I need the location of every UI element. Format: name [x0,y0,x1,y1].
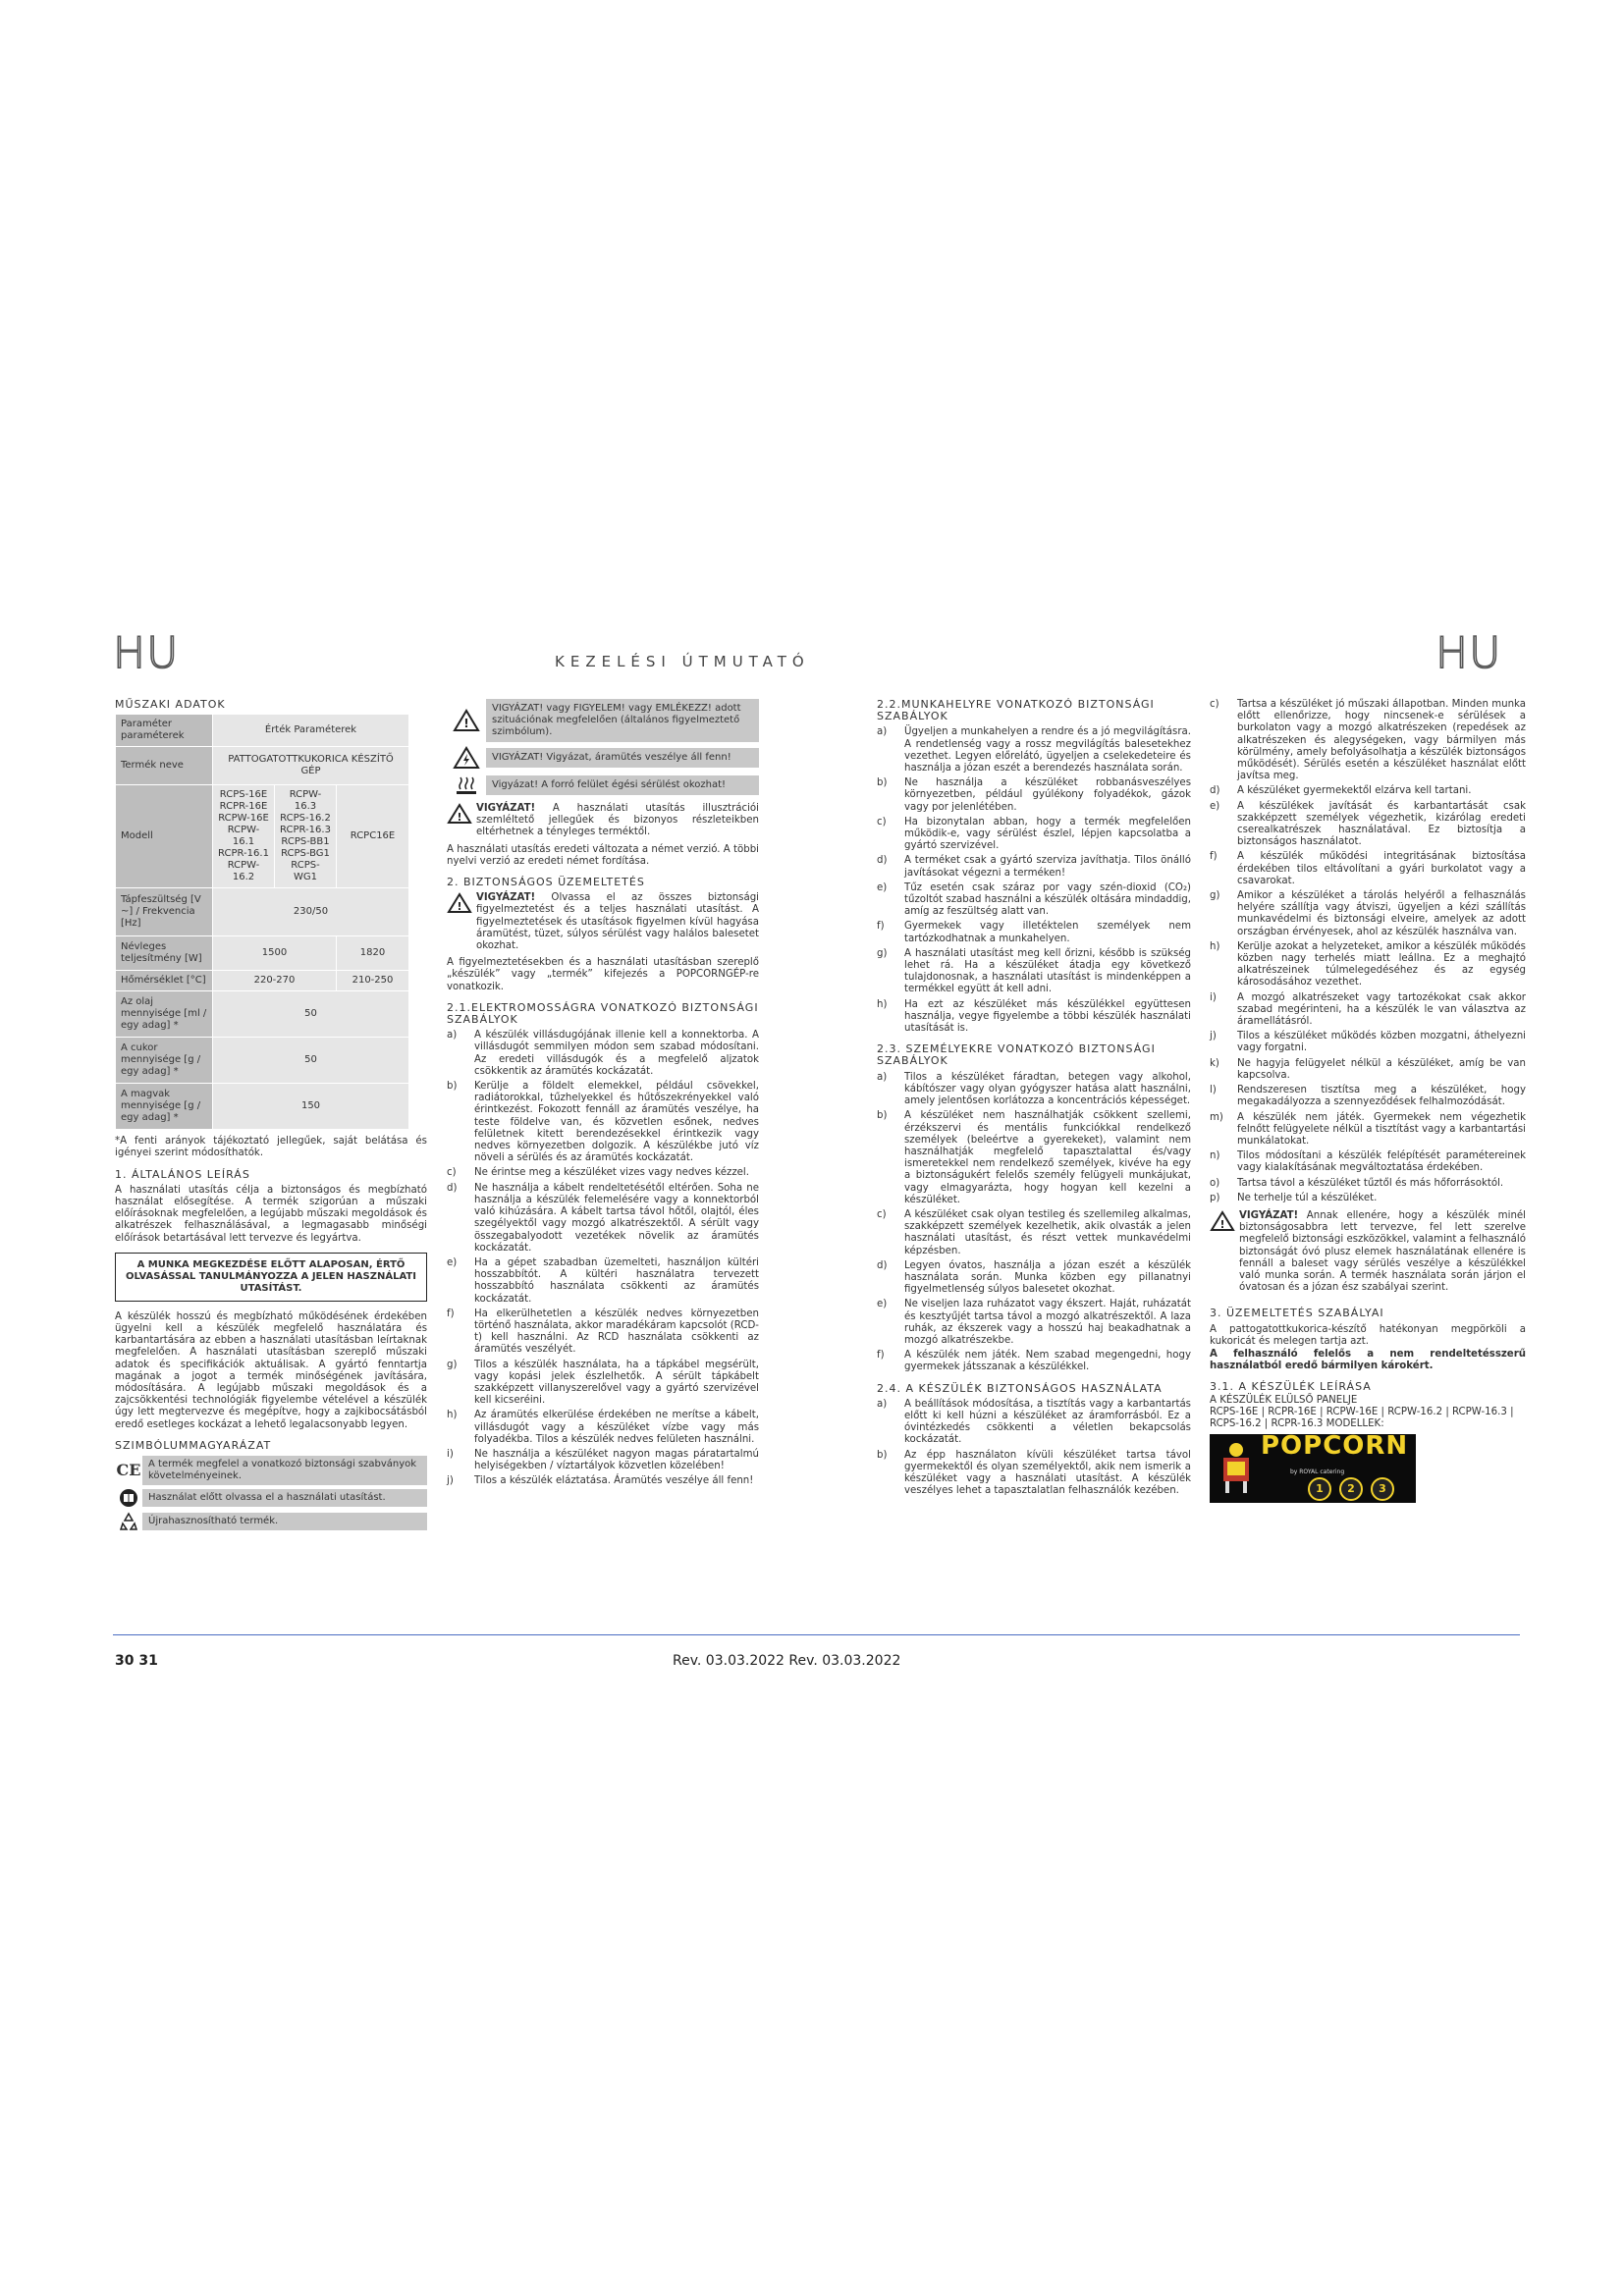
table-cell: 210-250 [337,971,409,991]
list-item [447,1308,759,1357]
list-text: Tűz esetén csak száraz por vagy szén-dioxid (CO₂) tűzoltót szabad használni a készülék oltására mindaddig, amíg az feszültség alatt van. [904,881,1191,918]
column-1 [115,699,427,1534]
warning-text: VIGYÁZAT! Vigyázat, áramütés veszélye áll fenn! [486,748,759,768]
paragraph: A használati utasítás eredeti változata a német verzió. A többi nyelvi verzió az eredeti német fordítása. [447,843,759,867]
popcorn-logo-text: POPCORN [1261,1431,1409,1462]
list-item [447,1410,759,1446]
list-item [1210,1193,1526,1204]
electric-shock-icon [447,746,486,770]
list-item [447,1081,759,1164]
spec-heading: MŰSZAKI ADATOK [115,698,226,711]
section-heading: 2.2.MUNKAHELYRE VONATKOZÓ BIZTONSÁGI SZABÁLYOK [877,698,1155,723]
list-item [877,948,1191,996]
revision-date: Rev. 03.03.2022 Rev. 03.03.2022 [673,1653,901,1669]
list-marker: a) [447,1030,458,1041]
list-marker: l) [1210,1085,1217,1096]
caution-body: Olvassa el az összes biztonsági figyelmeztetést és a teljes használati utasítást. A figyelmeztetések és utasítások figyelmen kívül hagyása áramütést, tüzet, súlyos sérülést vagy halálos balesetet okozhat. [476,892,759,952]
page-numbers: 30 31 [115,1653,158,1669]
control-knob-3: 3 [1371,1477,1394,1501]
list-marker: b) [877,1449,888,1461]
list-text: Tilos a készüléket működés közben mozgatni, áthelyezni vagy forgatni. [1237,1031,1526,1054]
list-text: A mozgó alkatrészeket vagy tartozékokat csak akkor szabad megérinteni, ha a készülék le van választva az áramellátásról. [1237,991,1526,1028]
list-text: Ne használja a kábelt rendeltetésétől eltérően. Soha ne használja a készülék felemelésére vagy a konnektorból való kihúzására. A kábelt tartsa távol hőtől, olajtól, éles szegélyektől vagy mozgó alkatrészektől. A sérült vagy összegabalyodott vezetékek növelik az áramütés kockázatát. [474,1182,759,1254]
paragraph-bold: A felhasználó felelős a nem rendeltetésszerű használatból eredő bármilyen károkért. [1210,1348,1526,1372]
column-3 [877,699,1191,1500]
list-text: Az áramütés elkerülése érdekében ne merítse a kábelt, villásdugót vagy a készüléket vízbe vagy más folyadékba. Tilos a készülék nedves felületen használni. [474,1410,759,1445]
page-header-title: KEZELÉSI ÚTMUTATÓ [555,653,810,670]
paragraph: A készülék hosszú és megbízható működésének érdekében ügyelni kell a készülék megfelelő használatára és karbantartására az ebben a használati utasításban leírtaknak megfelelően. A használati utasításban szereplő műszaki adatok és specifikációk aktuálisak. A gyártó fenntartja magának a jogot a termék minőségének javítására, módosítására. A legújabb műszaki megoldások és a zajcsökkentési technológiák figyelembe vételével a készülék úgy lett megtervezve és megépítve, hogy a zajkibocsátásból eredő esetleges kockázat a lehető legalacsonyabb legyen. [115,1310,427,1430]
list-item [877,1260,1191,1297]
caution-label: VIGYÁZAT! [1239,1209,1299,1221]
warning-row [447,774,759,797]
list-marker: d) [1210,785,1220,797]
list-item [447,1167,759,1179]
brand-subtitle: by ROYAL catering [1290,1468,1345,1476]
list-marker: h) [1210,940,1220,952]
table-cell: RCPC16E [337,785,409,888]
list-item [1210,1085,1526,1108]
warning-triangle-icon [447,803,476,844]
warning-triangle-icon [1210,1210,1239,1299]
list-item [877,726,1191,774]
list-marker: f) [447,1308,455,1319]
list-text: Tilos a készüléket fáradtan, betegen vagy alkohol, kábítószer vagy olyan gyógyszer hatása alatt használni, amely jelentősen korlátozza a koncentrációs képességet. [904,1071,1191,1107]
list-marker: f) [877,1350,885,1362]
symbol-text: A termék megfelel a vonatkozó biztonsági szabványok követelményeinek. [142,1456,427,1485]
list-text: A készüléket gyermekektől elzárva kell tartani. [1237,785,1472,797]
table-cell: 50 [213,1038,409,1084]
list-text: A terméket csak a gyártó szerviza javíthatja. Tilos önálló javításokat végezni a terméken! [904,855,1191,879]
list-item [447,1257,759,1306]
list-marker: e) [447,1256,458,1268]
table-row [116,1084,409,1130]
table-row [116,747,409,785]
list-marker: a) [877,1071,888,1083]
list-marker: b) [447,1081,458,1093]
table-row [116,715,409,747]
list-text: Ne hagyja felügyelet nélkül a készüléket, amíg be van kapcsolva. [1237,1057,1526,1081]
list-marker: f) [1210,851,1218,863]
symbol-text: Használat előtt olvassa el a használati utasítást. [142,1489,427,1507]
notice-box: A MUNKA MEGKEZDÉSE ELŐTT ALAPOSAN, ÉRTŐ OLVASÁSSAL TANULMÁNYOZZA A JELEN HASZNÁLATI UTASÍTÁST. [115,1253,427,1302]
warning-text: VIGYÁZAT! vagy FIGYELEM! vagy EMLÉKEZZ! adott szituációnak megfelelően (általános figyelmeztető szimbólum). [486,699,759,742]
warning-row [447,746,759,770]
list-text: Ne terhelje túl a készüléket. [1237,1192,1378,1203]
section-heading: SZIMBÓLUMMAGYARÁZAT [115,1438,272,1452]
list-item [877,921,1191,944]
table-cell: 50 [213,991,409,1038]
list-item [1210,1150,1526,1174]
section-heading: 3. ÜZEMELTETÉS SZABÁLYAI [1210,1307,1384,1320]
table-cell: 1500 [213,936,337,971]
list-item [1210,941,1526,989]
list-marker: i) [1210,991,1217,1003]
svg-text:!: ! [1219,1217,1225,1231]
subheading: A KÉSZÜLÉK ELÜLSŐ PANELJE [1210,1394,1358,1406]
table-cell: PATTOGATOTTKUKORICA KÉSZÍTŐ GÉP [213,747,409,785]
table-cell: A magvak mennyisége [g / egy adag] * [116,1084,213,1130]
table-cell: 150 [213,1084,409,1130]
list-marker: k) [1210,1057,1219,1069]
recycle-icon [115,1511,142,1532]
table-cell: 220-270 [213,971,337,991]
list-item [1210,890,1526,938]
list-marker: c) [447,1167,457,1179]
paragraph: A figyelmeztetésekben és a használati utasításban szereplő „készülék” vagy „termék” kifejezés a POPCORNGÉP-re vonatkozik. [447,957,759,992]
section-heading: 2. BIZTONSÁGOS ÜZEMELTETÉS [447,876,645,889]
list-item [447,1360,759,1408]
list-marker: m) [1210,1111,1223,1123]
list-item [877,999,1191,1036]
list-item [1210,1112,1526,1148]
table-cell: Névleges teljesítmény [W] [116,936,213,971]
list-item [877,855,1191,879]
read-manual-icon [115,1487,142,1509]
list-text: A készülék nem játék. Gyermekek nem végezhetik felnőtt felügyelete nélkül a tisztítást vagy a karbantartási munkálatokat. [1237,1111,1526,1147]
list-text: A készüléket nem használhatják csökkent szellemi, érzékszervi és mentális funkciókkal rendelkező személyek (beleértve a gyerekeket), valamint nem használhatják megfelelő tapasztalattal és/vagy ismeretekkel nem rendelkező személyek, kivéve ha egy a biztonságukért felelős személy felügyeli munkájukat, vagy elmagyarázta, hogy hogyan kell kezelni a készüléket. [904,1110,1191,1205]
list-marker: g) [447,1359,458,1370]
list-marker: c) [1210,699,1219,710]
list-marker: e) [1210,800,1220,812]
table-cell: RCPW-16.3 RCPS-16.2 RCPR-16.3 RCPS-BB1 RCPS-BG1 RCPS-WG1 [275,785,337,888]
list-text: Ne használja a készüléket nagyon magas páratartalmú helyiségekben / víztartályok közvetlen közelében! [474,1448,759,1472]
list-item [877,1110,1191,1206]
front-panel-image [1210,1431,1416,1503]
list-text: Ha ezt az készüléket más készülékkel együttesen használja, vegye figyelembe a többi készülék használati utasítását is. [904,998,1191,1035]
list-item [447,1449,759,1472]
ce-mark-icon: CE [116,1460,141,1479]
list-text: Amikor a készüléket a tárolás helyéről a felhasználás helyére szállítja vagy átviszi, ügyeljen a kézi szállítás munkavédelmi és biztonsági elveire, amelyek az adott országban érvényesek, ahol az készülék használva van. [1237,890,1526,937]
list-marker: i) [447,1448,454,1460]
list-marker: a) [877,726,888,738]
list-marker: p) [1210,1192,1220,1203]
footer-divider [113,1634,1520,1635]
list-marker: e) [877,1299,888,1310]
caution-block [447,892,759,957]
table-row [116,785,409,888]
section-heading: 2.1.ELEKTROMOSSÁGRA VONATKOZÓ BIZTONSÁGI SZABÁLYOK [447,1000,759,1027]
list-text: Tartsa távol a készüléket tűztől és más hőforrásoktól. [1237,1177,1504,1189]
table-row [116,888,409,936]
table-row [116,971,409,991]
list-marker: e) [877,881,888,893]
table-cell: Paraméter paraméterek [116,715,213,747]
control-knob-1: 1 [1308,1477,1331,1501]
list-marker: b) [877,777,888,789]
list-marker: c) [877,1208,887,1220]
list-text: A készülék működési integritásának biztosítása érdekében tilos eltávolítani a gyári burkolatot vagy a csavarokat. [1237,851,1526,886]
list-text: Ügyeljen a munkahelyen a rendre és a jó megvilágításra. A rendetlenség vagy a rossz megvilágítás balesetekhez vezethet. Legyen előrelátó, ügyeljen a cselekedeteire és használja a józan eszét a berendezés használata során. [904,726,1191,774]
list-text: A készülékek javítását és karbantartását csak szakképzett személyek végezhetik, kizárólag eredeti cserealkatrészek használatával. Ez biztosítja a biztonságos használatot. [1237,800,1526,848]
list-item [1210,699,1526,782]
warning-triangle-icon [447,709,486,732]
list-item [1210,801,1526,849]
list-marker: g) [1210,890,1220,902]
list-marker: h) [447,1410,458,1421]
warning-row [447,699,759,742]
caution-body: Annak ellenére, hogy a készülék minél biztonságosabbra lett tervezve, fel lett szerelve megfelelő biztonsági eszközökkel, valamint a felhasználó biztonságát óvó plusz elemek használatának ellenére is fennáll a baleset vagy sérülés veszélye a készülékkel való munka során. A termék használata során járjon el óvatosan és a józan ész szabályai szerint. [1239,1209,1526,1294]
model-list: RCPS-16E | RCPR-16E | RCPW-16E | RCPW-16.2 | RCPW-16.3 | RCPS-16.2 | RCPR-16.3 MODELLEK: [1210,1406,1514,1429]
list-text: A beállítások módosítása, a tisztítás vagy a karbantartás előtt ki kell húzni a készüléket az áramforrásból. Ez a óvintézkedés csökkenti a véletlen bekapcsolás kockázatát. [904,1398,1191,1446]
list-item [1210,1031,1526,1054]
warning-triangle-icon [447,892,476,957]
list-item [877,882,1191,919]
section-heading: 2.3. SZEMÉLYEKRE VONATKOZÓ BIZTONSÁGI SZABÁLYOK [877,1042,1156,1068]
table-cell: RCPS-16E RCPR-16E RCPW-16E RCPW-16.1 RCPR-16.1 RCPW-16.2 [213,785,275,888]
table-cell: A cukor mennyisége [g / egy adag] * [116,1038,213,1084]
column-2 [447,699,759,1491]
list-text: Tilos módosítani a készülék felépítését paramétereinek vagy kialakításának megváltoztatása érdekében. [1237,1150,1526,1174]
list-marker: a) [877,1398,888,1410]
caution-body: A használati utasítás illusztrációi szemléltető jellegűek és bizonyos részleteikben eltérhetnek a tényleges terméktől. [476,803,759,838]
list-text: Legyen óvatos, használja a józan eszét a készülék használata során. Munka közben egy pillanatnyi figyelmetlenség súlyos balesetet okozhat. [904,1259,1191,1296]
list-marker: c) [877,816,887,828]
list-marker: d) [877,1259,888,1271]
table-cell: Érték Paraméterek [213,715,409,747]
list-item [1210,1178,1526,1190]
list-marker: d) [877,855,888,867]
spec-note: *A fenti arányok tájékoztató jellegűek, saját belátása és igényei szerint módosíthatók. [115,1136,427,1159]
caution-label: VIGYÁZAT! [476,892,536,904]
section-heading: 2.4. A KÉSZÜLÉK BIZTONSÁGOS HASZNÁLATA [877,1381,1163,1395]
caution-text [476,892,759,952]
table-row [116,991,409,1038]
warning-text: Vigyázat! A forró felület égési sérülést okozhat! [486,775,759,795]
list-item [877,1299,1191,1347]
symbol-row [115,1487,427,1509]
list-text: Rendszeresen tisztítsa meg a készüléket, hogy megakadályozza a szennyeződések felhalmozódását. [1237,1085,1526,1108]
list-text: Gyermekek vagy illetéktelen személyek nem tartózkodhatnak a munkahelyen. [904,921,1191,944]
svg-text:!: ! [463,717,469,730]
symbol-row [115,1511,427,1532]
list-marker: f) [877,921,885,933]
list-text: Tilos a készülék eláztatása. Áramütés veszélye áll fenn! [474,1475,754,1487]
list-text: Kerülje azokat a helyzeteket, amikor a készülék működés közben nagy terhelés miatt leállna. Ez a meghajtó alkatrészeinek túlmelegedéséhez és az egység károsodásához vezethet. [1237,940,1526,988]
list-item [447,1030,759,1078]
popcorn-cart-icon [1216,1440,1257,1497]
list-item [877,1072,1191,1108]
list-text: Ha bizonytalan abban, hogy a termék megfelelően működik-e, vagy sérülést észlel, lépjen kapcsolatba a gyártó szervizével. [904,816,1191,852]
table-cell: 230/50 [213,888,409,936]
caution-block [447,803,759,844]
column-4 [1210,699,1526,1503]
list-marker: b) [877,1110,888,1122]
list-item [1210,992,1526,1029]
list-text: Ne érintse meg a készüléket vizes vagy nedves kézzel. [474,1167,750,1179]
list-text: Ha a gépet szabadban üzemelteti, használjon kültéri hosszabbítót. A kültéri használatra tervezett hosszabbító használata csökkenti az áramütés kockázatát. [474,1256,759,1305]
list-text: Ha elkerülhetetlen a készülék nedves környezetben történő használata, akkor maradékáram kapcsolót (RCD-t) kell használni. Az RCD használata csökkenti az áramütés veszélyét. [474,1308,759,1356]
caution-text [1239,1210,1526,1294]
paragraph: A használati utasítás célja a biztonságos és megbízható használat elősegítése. A termék szigorúan a műszaki előírásoknak megfelelően, a legújabb műszaki megoldások és alkatrészek felhasználásával, a legmagasabb minőségi előírások betartásával lett tervezve és legyártva. [115,1184,427,1244]
table-cell: Termék neve [116,747,213,785]
list-marker: j) [1210,1031,1217,1042]
list-text: Kerülje a földelt elemekkel, például csövekkel, radiátorokkal, tűzhelyekkel és hűtőszekrényekkel való érintkezést. Fokozott fennáll az áramütés veszélye, ha teste földelve van, és közvetlen esőnek, nedves felületnek kitett berendezésekkel érintkezik vagy nedves környezetben dolgozik. A készülékbe jutó víz növeli a sérülés és az áramütés kockázatát. [474,1081,759,1164]
caution-block [1210,1210,1526,1299]
list-text: Ne viseljen laza ruházatot vagy ékszert. Haját, ruházatát és kesztyűjét tartsa távol a mozgó alkatrészektől. A laza ruhák, az ékszerek vagy a hosszú haj beakadhatnak a mozgó alkatrészekbe. [904,1299,1191,1346]
list-item [877,1209,1191,1257]
caution-label: VIGYÁZAT! [476,803,536,814]
symbol-row [115,1456,427,1485]
list-item [877,777,1191,814]
table-row [116,936,409,971]
list-item [1210,851,1526,887]
language-code-left: HU [113,628,180,678]
table-row [116,1038,409,1084]
list-item [877,817,1191,853]
control-knob-2: 2 [1339,1477,1363,1501]
list-marker: n) [1210,1150,1220,1162]
list-item [447,1183,759,1255]
list-item [447,1475,759,1487]
list-item [877,1350,1191,1373]
list-text: Tilos a készülék használata, ha a tápkábel megsérült, vagy kopási jelek észlelhetők. A sérült tápkábelt szakképzett villanyszerelővel vagy a gyártó szervizével kell kicseréini. [474,1359,759,1407]
list-item [1210,1058,1526,1082]
section-heading: 1. ÁLTALÁNOS LEÍRÁS [115,1167,250,1181]
table-cell: Modell [116,785,213,888]
list-text: A használati utasítást meg kell őrizni, később is szükség lehet rá. Ha a készüléket átadja egy következő tulajdonosnak, a használati utasítást is mindenképpen a termékkel együtt át kell adni. [904,947,1191,995]
list-text: A készüléket csak olyan testileg és szellemileg alkalmas, szakképzett személyek kezelhetik, akik olvasták a jelen használati utasítást, és részt vettek munkavédelmi képzésben. [904,1208,1191,1256]
hot-surface-icon [447,774,486,797]
list-marker: h) [877,998,888,1010]
table-cell: Az olaj mennyisége [ml / egy adag] * [116,991,213,1038]
svg-text:!: ! [457,900,462,914]
spec-table [115,714,409,1130]
section-heading: 3.1. A KÉSZÜLÉK LEÍRÁSA [1210,1380,1372,1394]
list-text: Tartsa a készüléket jó műszaki állapotban. Minden munka előtt ellenőrizze, hogy nincsenek-e sérülések a burkolaton vagy a mozgó alkatrészeken (repedések az alkatrészeken és alegységeken, vagy bármilyen más körülmény, amely befolyásolhatja a készülék biztonságos működését). Sérülés esetén a készüléket használat előtt javítsa meg. [1237,699,1526,782]
list-item [877,1399,1191,1447]
list-text: A készülék nem játék. Nem szabad megengedni, hogy gyermekek játsszanak a készülékkel. [904,1350,1191,1373]
svg-text:!: ! [457,811,462,824]
paragraph: A pattogatottkukorica-készítő hatékonyan megpörköli a kukoricát és melegen tartja azt. [1210,1323,1526,1347]
list-marker: g) [877,947,888,959]
table-cell: Tápfeszültség [V ~] / Frekvencia [Hz] [116,888,213,936]
list-item [1210,785,1526,797]
list-marker: j) [447,1475,454,1487]
list-item [877,1450,1191,1498]
caution-text [476,803,759,839]
table-cell: 1820 [337,936,409,971]
list-text: Ne használja a készüléket robbanásveszélyes környezetben, például gyúlékony folyadékok, gázok vagy por jelenlétében. [904,777,1191,813]
list-text: Az épp használaton kívüli készüléket tartsa távol gyermekektől és olyan személyektől, akik nem ismerik a készüléket vagy a használati utasítást. A készülék veszélyes lehet a tapasztalatlan felhasználók kezében. [904,1449,1191,1497]
table-cell: Hőmérséklet [°C] [116,971,213,991]
symbol-text: Újrahasznosítható termék. [142,1513,427,1530]
list-marker: d) [447,1182,458,1194]
list-text: A készülék villásdugójának illenie kell a konnektorba. A villásdugót semmilyen módon sem szabad módosítani. Az eredeti villásdugók és a megfelelő aljzatok csökkentik az áramütés kockázatát. [474,1030,759,1077]
list-marker: o) [1210,1177,1220,1189]
language-code-right: HU [1435,628,1502,678]
